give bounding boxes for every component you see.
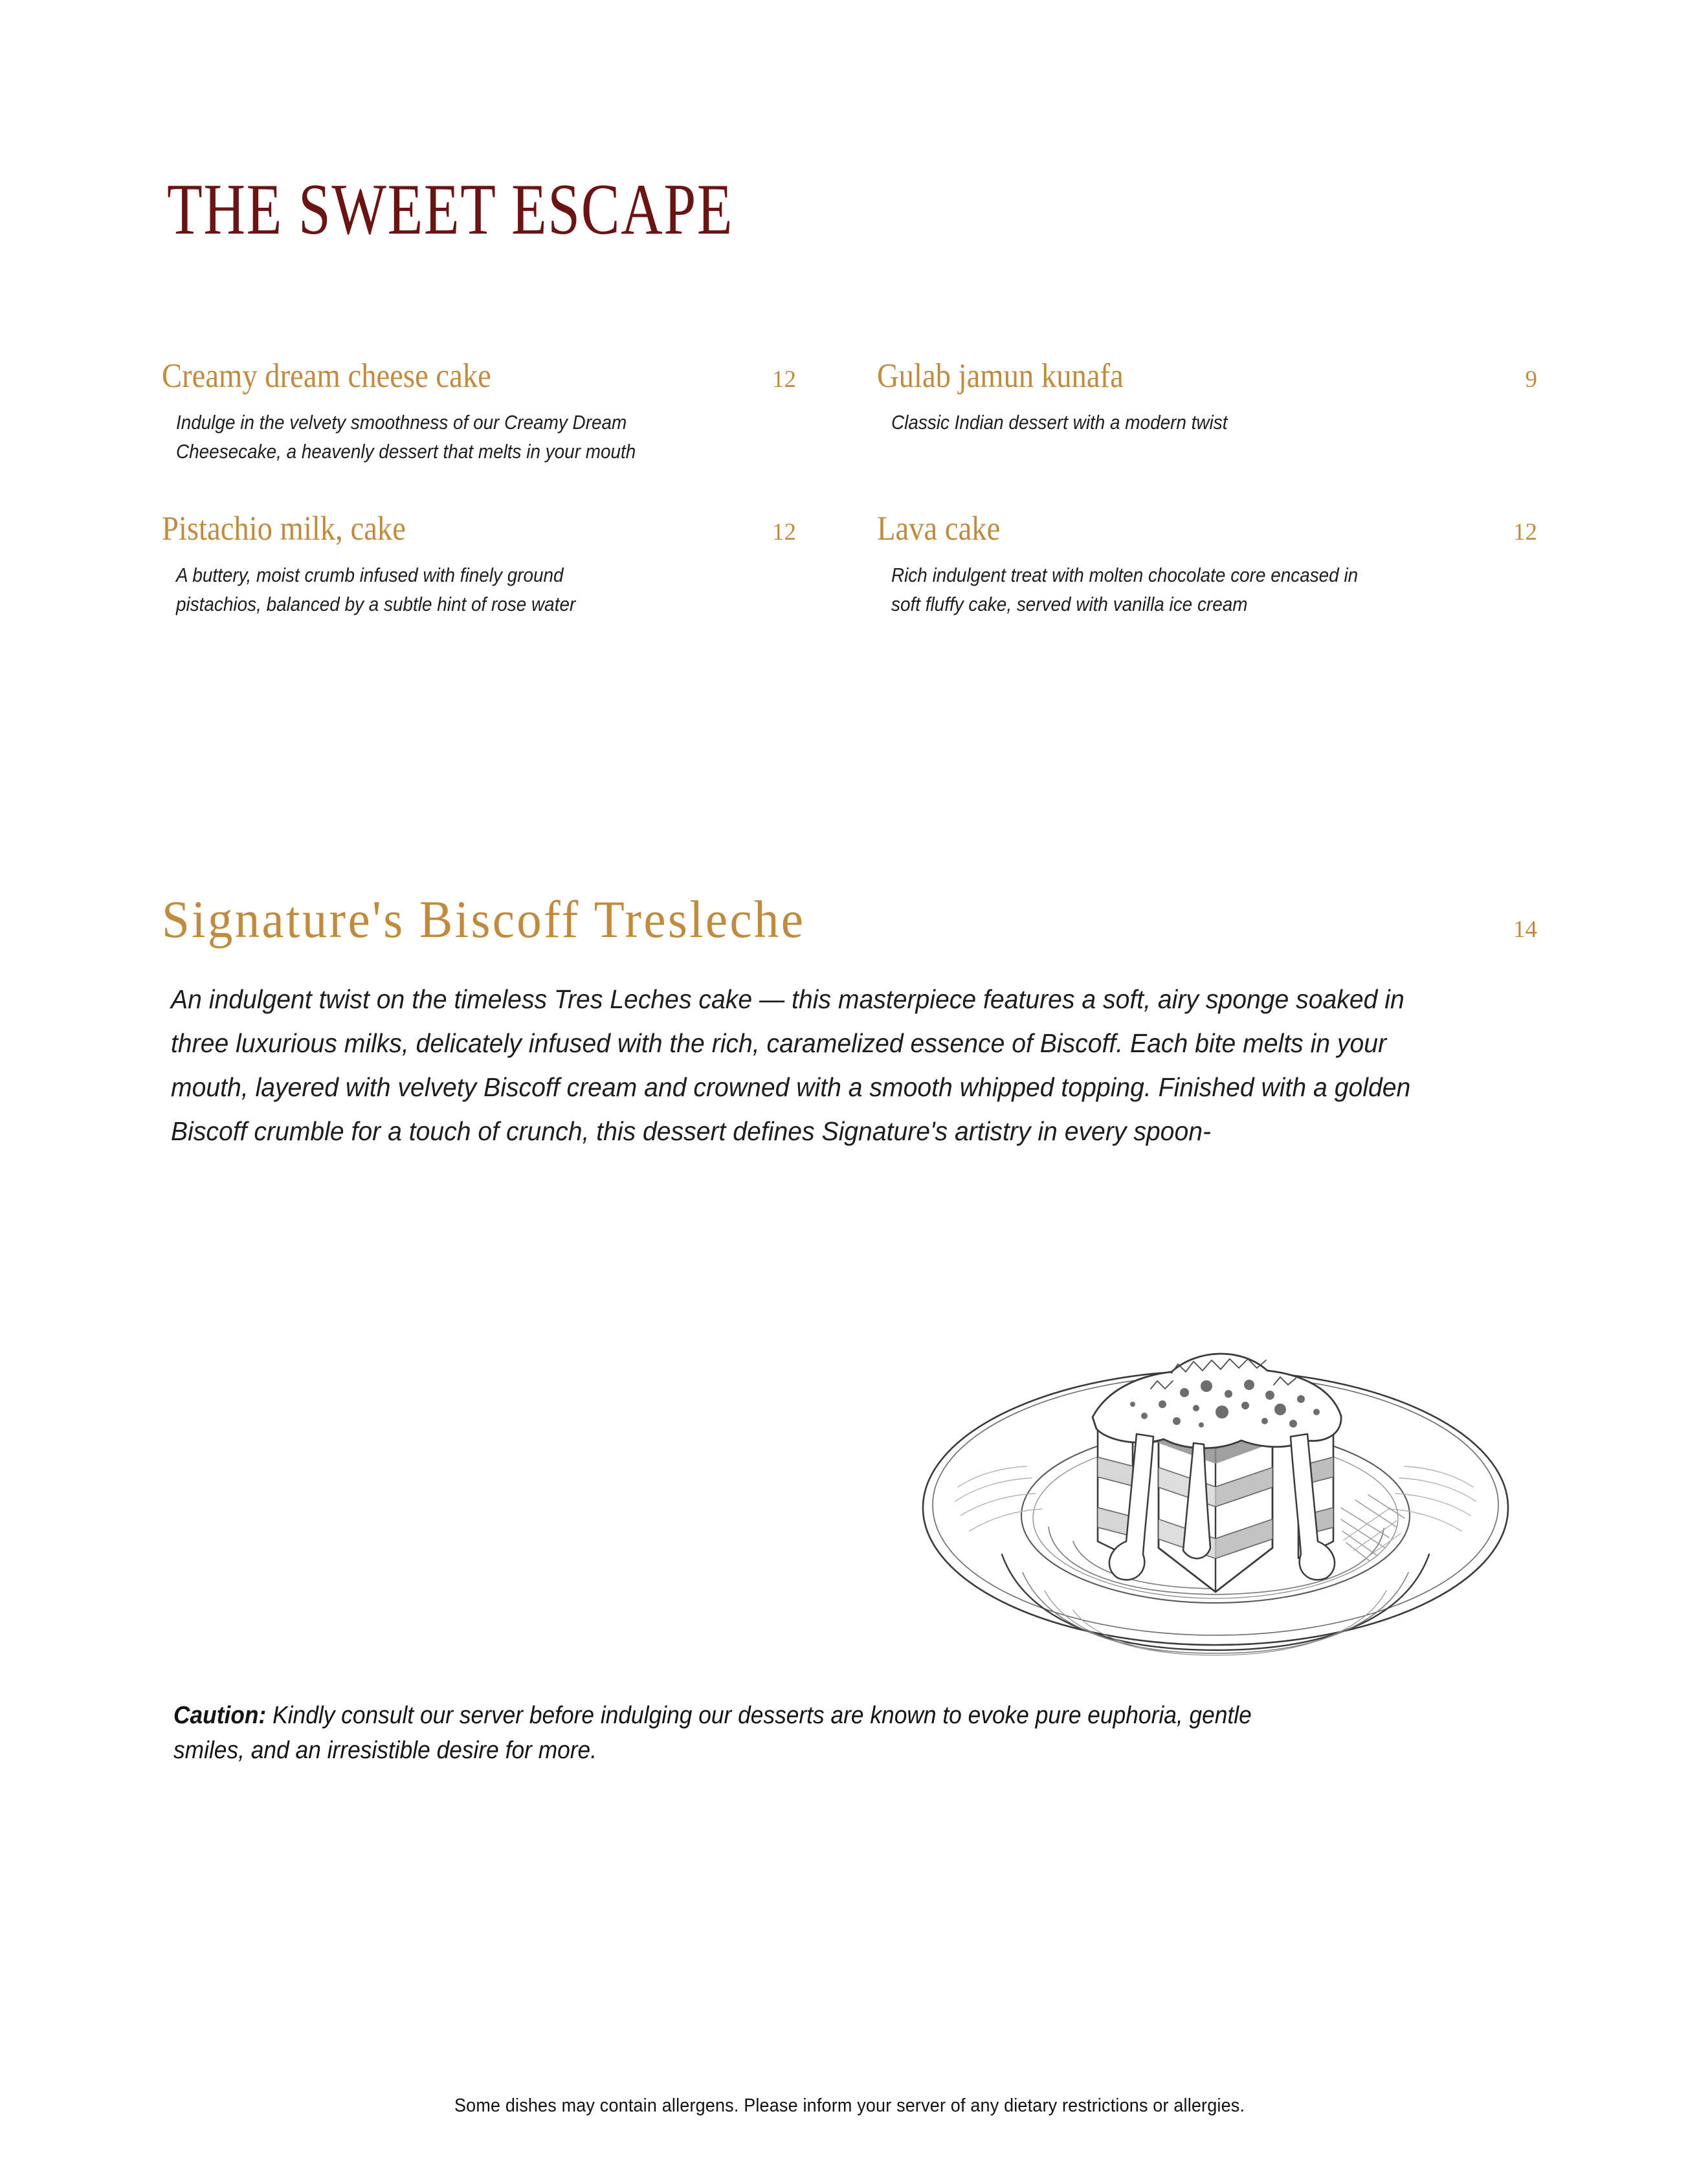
menu-item — [877, 359, 1540, 473]
menu-item-description: Classic Indian dessert with a modern twist — [891, 411, 1228, 434]
menu-item-header — [877, 359, 1540, 393]
menu-item-name: Pistachio milk, cake — [162, 509, 406, 547]
menu-item-description: A buttery, moist crumb infused with finely ground pistachios, balanced by a subtle hint of rose water — [176, 563, 576, 615]
allergen-footer — [0, 2095, 1699, 2117]
menu-items-grid — [162, 359, 1540, 625]
menu-item-name: Creamy dream cheese cake — [162, 357, 491, 395]
menu-item-header — [162, 509, 877, 547]
menu-item — [162, 359, 877, 473]
caution-note — [173, 1699, 1257, 1769]
signature-item-description: An indulgent twist on the timeless Tres Leches cake — this masterpiece features a soft, airy sponge soaked in three luxurious milks, delicately infused with the rich, caramelized essence of Biscoff. Each bite melts in your mouth, layered with velvety Biscoff cream and crowned with a smooth whipped topping. Finished with a golden Biscoff crumble for a touch of crunch, this dessert defines Signature's artistry in every spoon- — [171, 984, 1411, 1147]
allergen-footer-text: Some dishes may contain allergens. Please inform your server of any dietary restrictions or allergies. — [454, 2095, 1245, 2116]
page-title: THE SWEET ESCAPE — [167, 170, 734, 250]
menu-item-description: Indulge in the velvety smoothness of our Creamy Dream Cheesecake, a heavenly dessert that melts in your mouth — [176, 411, 636, 463]
signature-item — [162, 890, 1540, 1153]
cake-slice-on-plate-sketch-icon — [879, 1314, 1552, 1663]
signature-item-name: Signature's Biscoff Tresleche — [162, 890, 806, 949]
menu-item-header — [877, 509, 1540, 547]
menu-item-price: 12 — [1513, 518, 1537, 546]
caution-label: Caution: — [173, 1702, 267, 1729]
menu-item-header — [162, 359, 877, 393]
menu-item-name: Gulab jamun kunafa — [877, 357, 1124, 395]
menu-item — [877, 509, 1540, 626]
menu-item-description: Rich indulgent treat with molten chocolate core encased in soft fluffy cake, served with vanilla ice cream — [891, 563, 1359, 615]
menu-item-price: 12 — [772, 366, 796, 393]
menu-item-price: 12 — [772, 518, 796, 546]
signature-header — [162, 890, 1540, 949]
menu-item-name: Lava cake — [877, 509, 1001, 547]
signature-item-price: 14 — [1513, 916, 1537, 943]
caution-text: Kindly consult our server before indulging our desserts are known to evoke pure euphoria, gentle smiles, and an irresistible desire for more. — [173, 1702, 1252, 1764]
menu-item-price: 9 — [1525, 366, 1537, 393]
menu-item — [162, 509, 877, 626]
